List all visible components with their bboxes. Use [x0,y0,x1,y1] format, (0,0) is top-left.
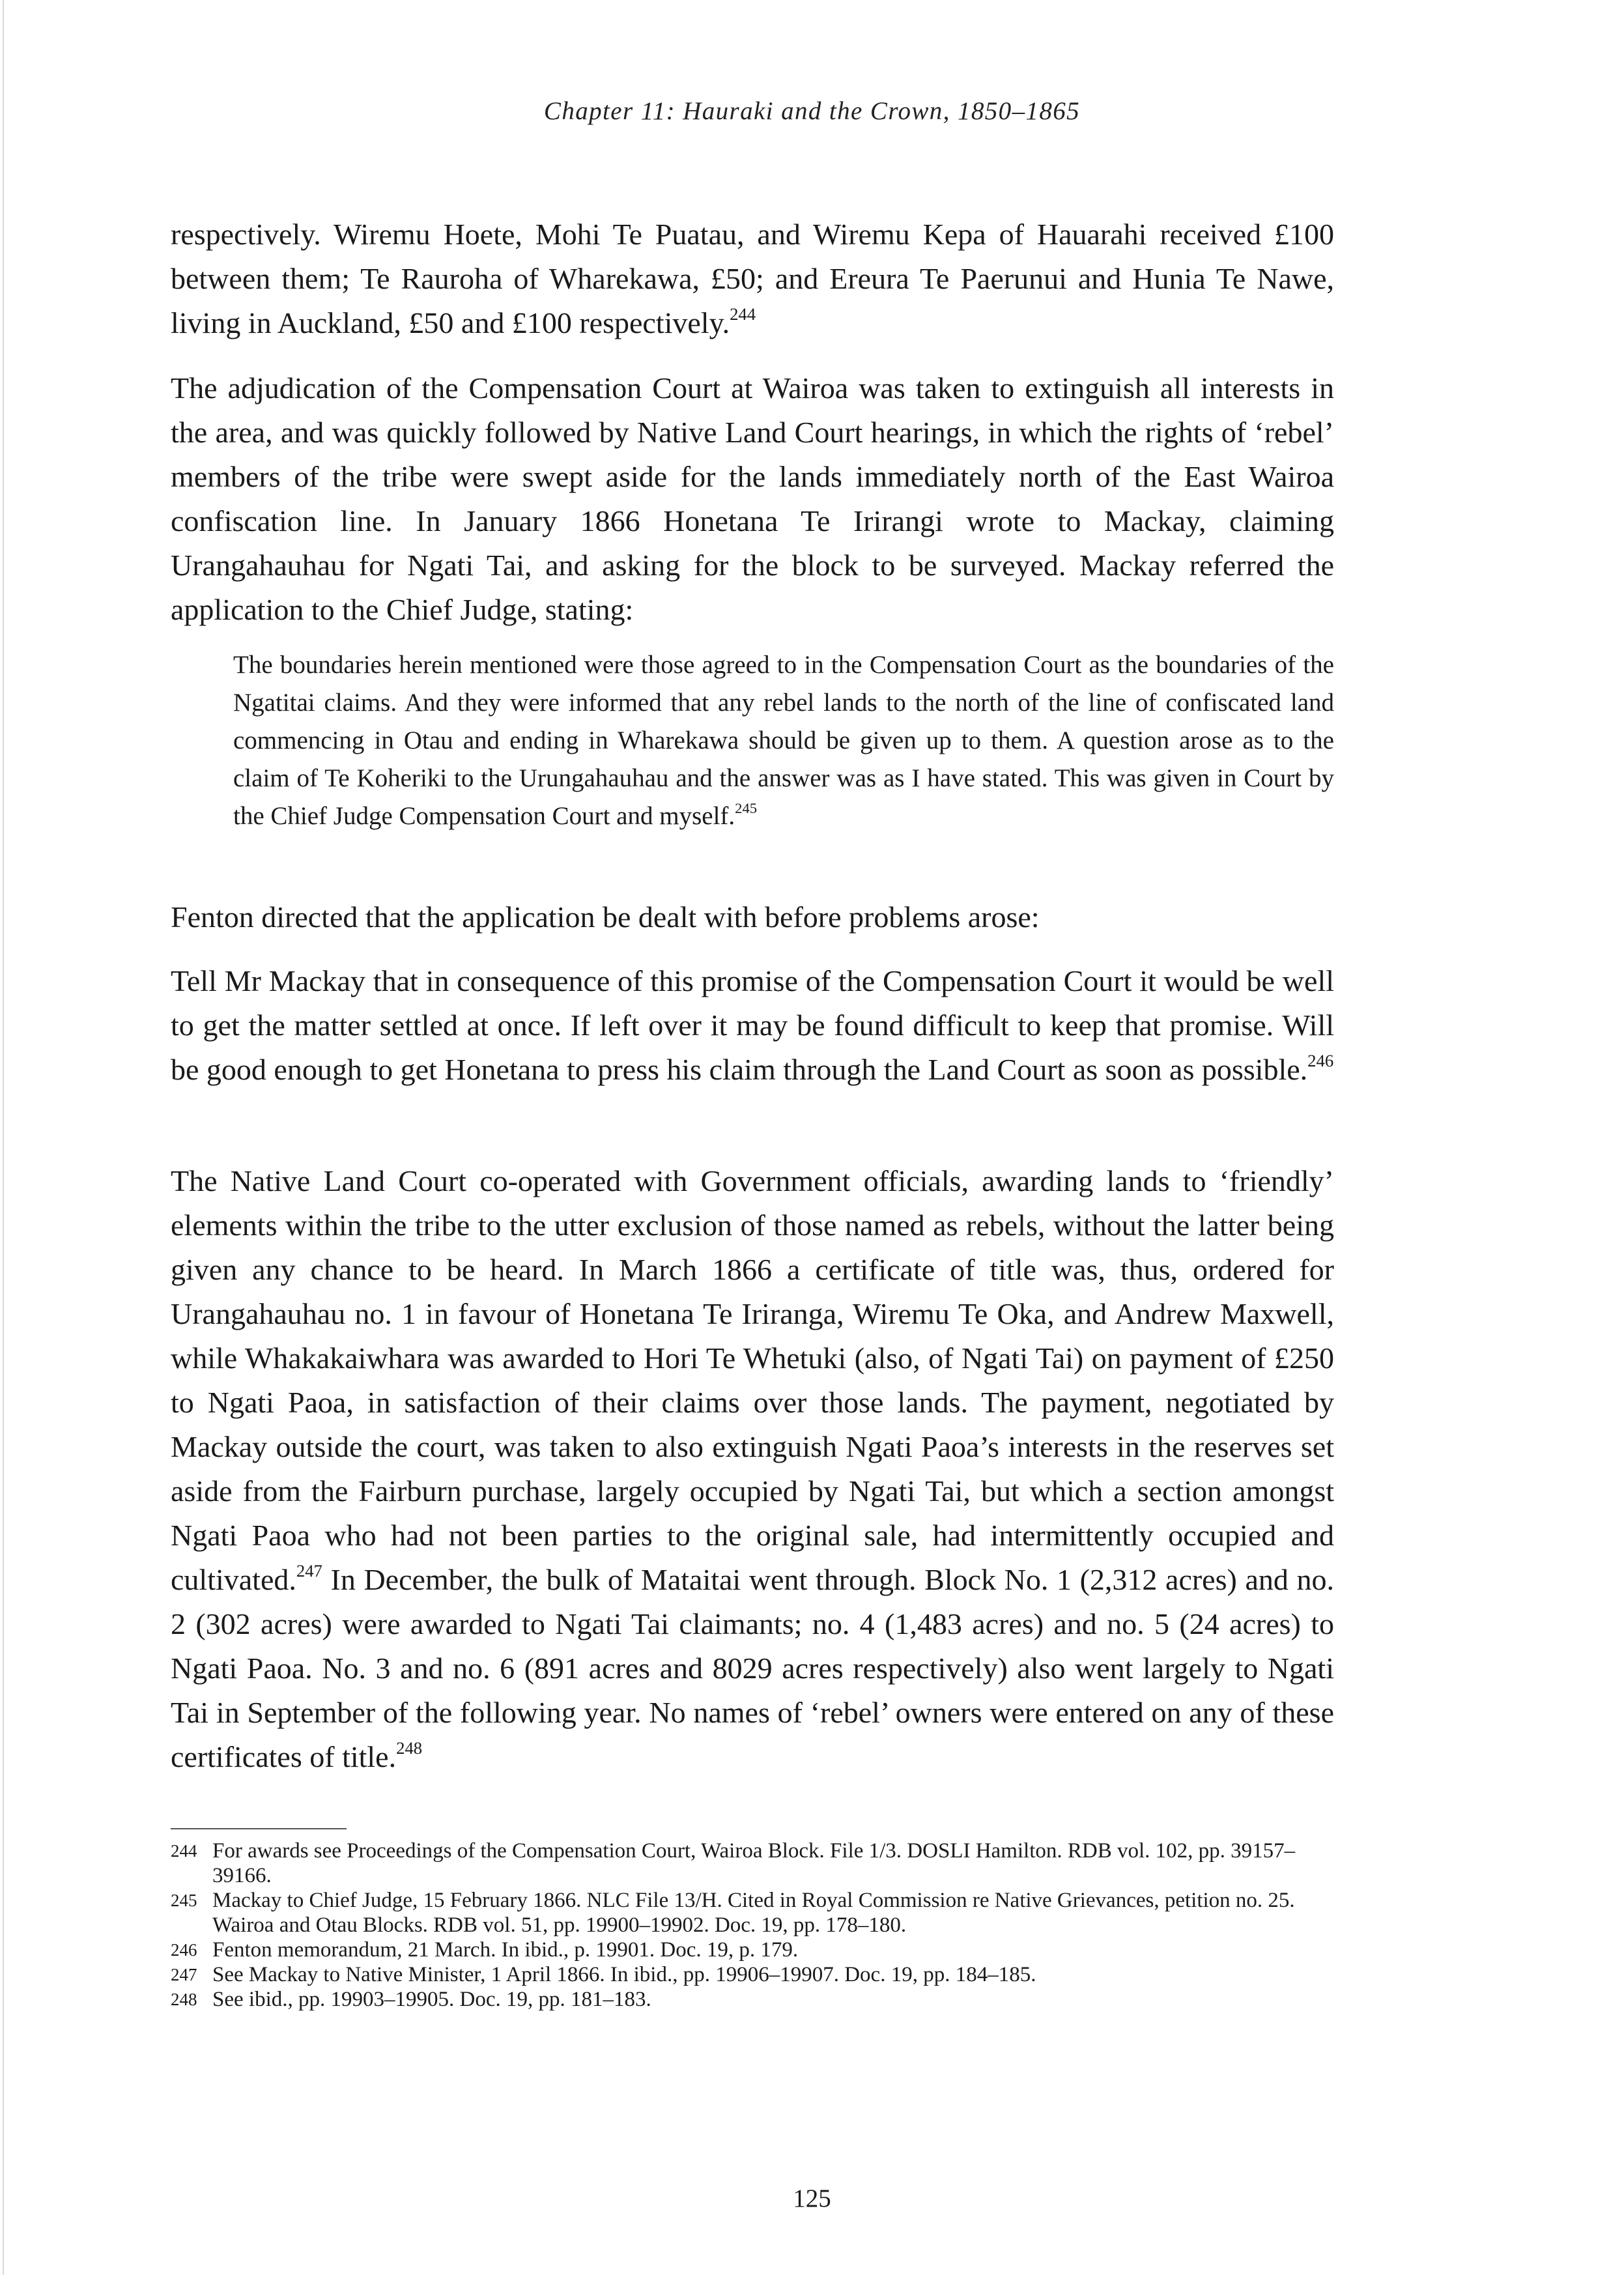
page-number: 125 [793,2184,831,2212]
paragraph-continuation [171,212,1334,345]
footnote [171,1839,1334,1888]
footnote-ref: 245 [735,800,758,817]
footnote-text: See Mackay to Native Minister, 1 April 1866. In ibid., pp. 19906–19907. Doc. 19, pp. 184–185. [212,1963,1036,1986]
footnote-ref: 247 [296,1561,322,1581]
footnote-number: 247 [171,1965,197,1984]
footnote-divider [171,1828,347,1829]
footnote [171,1938,1334,1962]
paragraph-text: Fenton directed that the application be dealt with before problems arose: [171,900,1040,934]
footnote [171,1888,1334,1938]
paragraph-text: The adjudication of the Compensation Court at Wairoa was taken to extinguish all interests in the area, and was quickly followed by Native Land Court hearings, in which the rights of ‘rebel’ members of the tribe were swept aside for the lands immediately north of the East Wairoa confiscation line. In January 1866 Honetana Te Irirangi wrote to Mackay, claiming Urangahauhau for Ngati Tai, and asking for the block to be surveyed. Mackay referred the application to the Chief Judge, stating: [171,371,1334,626]
footnote-number: 245 [171,1891,197,1910]
paragraph-fenton-quote [171,959,1334,1092]
footnote-number: 244 [171,1841,197,1861]
footnote-text: See ibid., pp. 19903–19905. Doc. 19, pp. 181–183. [212,1988,651,2011]
footnote-number: 246 [171,1940,197,1960]
block-quote-mackay [233,646,1334,835]
footnote-ref: 244 [730,304,756,324]
footnote-ref: 246 [1307,1051,1334,1070]
footnote-ref: 248 [396,1738,423,1758]
footnote-text: Fenton memorandum, 21 March. In ibid., p. 19901. Doc. 19, p. 179. [212,1938,799,1962]
paragraph-text: respectively. Wiremu Hoete, Mohi Te Puatau, and Wiremu Kepa of Hauarahi received £100 between them; Te Rauroha of Wharekawa, £50; and Ereura Te Paerunui and Hunia Te Nawe, living in Auckland, £50 and £100 respectively. [171,218,1334,339]
footnote-text: For awards see Proceedings of the Compensation Court, Wairoa Block. File 1/3. DOSLI Hamilton. RDB vol. 102, pp. 39157–39166. [212,1839,1296,1887]
quote-text: The boundaries herein mentioned were those agreed to in the Compensation Court as the boundaries of the Ngatitai claims. And they were informed that any rebel lands to the north of the line of confiscated land commencing in Otau and ending in Wharekawa should be given up to them. A question arose as to the claim of Te Koheriki to the Urungahauhau and the answer was as I have stated. This was given in Court by the Chief Judge Compensation Court and myself. [233,651,1334,830]
footnotes-list [171,1839,1334,2012]
footnote [171,1987,1334,2012]
footnote-text: Mackay to Chief Judge, 15 February 1866. NLC File 13/H. Cited in Royal Commission re Native Grievances, petition no. 25. Wairoa and Otau Blocks. RDB vol. 51, pp. 19900–19902. Doc. 19, pp. 178–180. [212,1889,1295,1937]
paragraph-adjudication [171,366,1334,632]
scan-edge-line [3,0,4,2275]
paragraph-fenton [171,895,1334,939]
footnote [171,1962,1334,1987]
paragraph-text: In December, the bulk of Mataitai went through. Block No. 1 (2,312 acres) and no. 2 (302 acres) were awarded to Ngati Tai claimants; no. 4 (1,483 acres) and no. 5 (24 acres) to Ngati Paoa. No. 3 and no. 6 (891 acres and 8029 acres respectively) also went largely to Ngati Tai in September of the following year. No names of ‘rebel’ owners were entered on any of these certificates of title. [171,1563,1334,1773]
paragraph-native-land-court [171,1159,1334,1779]
paragraph-text: Tell Mr Mackay that in consequence of this promise of the Compensation Court it would be well to get the matter settled at once. If left over it may be found difficult to keep that promise. Will be good enough to get Honetana to press his claim through the Land Court as soon as possible. [171,964,1334,1086]
footnote-number: 248 [171,1990,197,2009]
running-header: Chapter 11: Hauraki and the Crown, 1850–1865 [543,97,1081,125]
paragraph-text: The Native Land Court co-operated with Government officials, awarding lands to ‘friendly’ elements within the tribe to the utter exclusion of those named as rebels, without the latter being given any chance to be heard. In March 1866 a certificate of title was, thus, ordered for Urangahauhau no. 1 in favour of Honetana Te Iriranga, Wiremu Te Oka, and Andrew Maxwell, while Whakakaiwhara was awarded to Hori Te Whetuki (also, of Ngati Tai) on payment of £250 to Ngati Paoa, in satisfaction of their claims over those lands. The payment, negotiated by Mackay outside the court, was taken to also extinguish Ngati Paoa’s interests in the reserves set aside from the Fairburn purchase, largely occupied by Ngati Tai, but which a section amongst Ngati Paoa who had not been parties to the original sale, had intermittently occupied and cultivated. [171,1164,1334,1596]
